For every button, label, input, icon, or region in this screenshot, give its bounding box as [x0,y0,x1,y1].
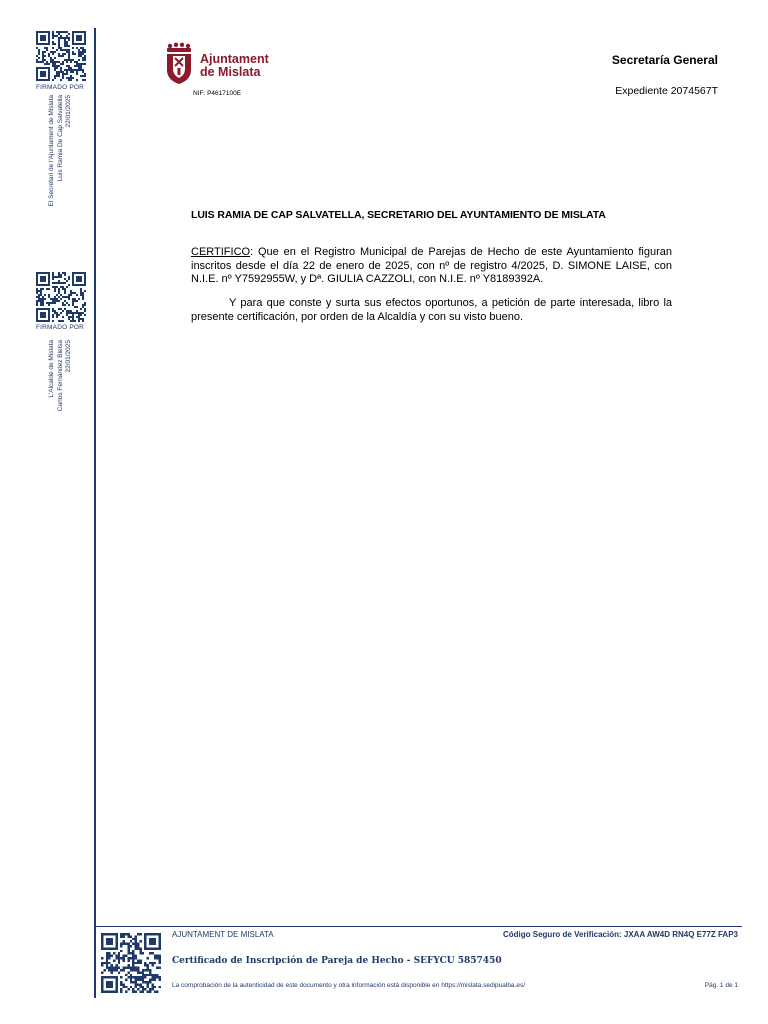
certifico-text: : Que en el Registro Municipal de Parejas de Hecho de este Ayuntamiento figuran inscritos desde el día 22 de enero de 2025, con nº de registro 4/2025, D. SIMONE LAISE, con N.I.E. nº Y7592955W, y Dª. GIULIA CAZZOLI, con N.I.E. nº Y8189392A. [191,246,672,285]
signature-1-details [48,95,74,225]
signature-1-name: Luis Ramia De Cap Salvatella [56,95,64,182]
signature-1-label: FIRMADO POR [35,84,85,91]
qr-code-footer [101,933,161,993]
logo-line-2: de Mislata [200,65,261,79]
logo-wordmark [200,53,269,79]
signature-1-role: El Secretari de l'Ajuntament de Mislata [48,95,55,207]
certifico-paragraph [191,246,672,287]
logo-line-1: Ajuntament [200,52,269,66]
closing-paragraph [191,297,672,324]
left-margin-rule [94,28,96,998]
nif-number: NIF: P4617100E [193,90,242,97]
signature-2-role: L'Alcalde de Mislata [48,340,55,398]
expediente-number: Expediente 2074567T [615,85,718,97]
signature-2-date: 22/01/2025 [65,340,72,373]
signature-2-label: FIRMADO POR [35,324,85,331]
verification-code: Código Seguro de Verificación: JXAA AW4D RN4Q E77Z FAP3 [502,930,738,939]
department-title: Secretaría General [611,53,718,67]
qr-code-signature-2 [36,272,86,322]
qr-code-signature-1 [36,31,86,81]
crown-shield-icon [163,42,199,86]
certifico-label: CERTIFICO [191,246,251,258]
footer-rule [94,926,742,927]
signature-2-details [48,340,74,470]
signature-1-date: 22/01/2025 [65,95,72,128]
page-number: Pág. 1 de 1 [704,982,738,989]
document-heading: LUIS RAMIA DE CAP SALVATELLA, SECRETARIO DEL AYUNTAMIENTO DE MISLATA [191,209,606,221]
closing-text: Y para que conste y surta sus efectos oportunos, a petición de parte interesada, libro la presente certificación, por orden de la Alcaldía y con su visto bueno. [191,297,672,323]
footer-organization: AJUNTAMENT DE MISLATA [172,930,274,939]
authenticity-note: La comprobación de la autenticidad de este documento y otra información está disponible en https://mislata.sedipualba.es/ [172,982,526,989]
footer-document-title: Certificado de Inscripción de Pareja de Hecho - SEFYCU 5857450 [172,956,502,966]
signature-2-name: Carlos Fernández Bielsa [56,340,64,412]
